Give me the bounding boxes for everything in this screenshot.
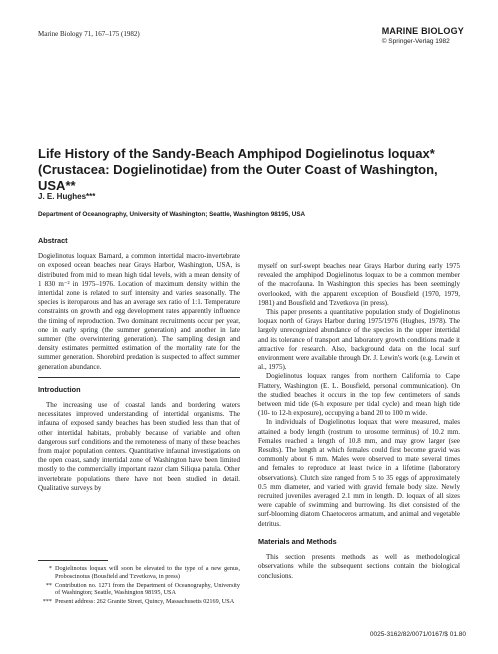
abstract-text: Dogielinotus loquax Barnard, a common intertidal macro-invertebrate on exposed ocean beaches near Grays Harbor, Washington, USA, is distributed from mid to mean high tidal levels, with a mean density of 1 830 m⁻² in 1975–1976. Location of maximum density within the intertidal zone is related to surf intensity and varies seasonally. The species is iteroparous and has an average sex ratio of 1:1. Temperature constraints on growth and egg development rates apparently influence the timing of reproduction. Two dominant recruitments occur per year, one in early spring (the summer generation) and another in late summer (the overwintering generation). The sampling design and density estimates permitted estimation of the mortality rate for the summer generation. Shorebird predation is suspected to affect summer generation abundance. [38, 252, 240, 371]
introduction-text: The increasing use of coastal lands and bordering waters necessitates improved understanding of intertidal organisms. The infauna of exposed sandy beaches has been studied less than that of other intertidal habitats, probably because of variable and often dangerous surf conditions and the remoteness of many of these beaches from major population centers. Quantitative infaunal investigations on the open coast, sandy intertidal zone of Washington have been limited mostly to the commercially important razor clam Siliqua patula. Other invertebrate populations there have not been studied in detail. Qualitative surveys by [38, 401, 240, 492]
copyright-notice: © Springer-Verlag 1982 [381, 38, 450, 45]
footnote-rule [38, 560, 108, 561]
article-title: Life History of the Sandy-Beach Amphipod Dogielinotus loquax* (Crustacea: Dogielinotidae) from the Outer Coast of Washington, USA** [38, 146, 438, 193]
left-column [38, 236, 240, 493]
author-affiliation: Department of Oceanography, University of Washington; Seattle, Washington 98195, USA [38, 211, 306, 218]
footnote-text: Contribution no. 1271 from the Department of Oceanography, University of Washington; Seattle, Washington 98195, USA [55, 581, 240, 597]
paragraph: In individuals of Dogielinotus loquax that were measured, males attained a body length (rostrum to urosome terminus) of 10.2 mm. Females reached a length of 10.8 mm, and may grow larger (see Results). The length at which females could first become gravid was commonly about 6 mm. Males were observed to mate several times and females to reproduce at least twice in a lifetime (laboratory observations). Clutch size ranged from 5 to 35 eggs of approximately 0.5 mm diameter, and varied with gravid female body size. Newly recruited juveniles averaged 2.1 mm in length. D. loquax of all sizes were capable of swimming and burrowing. Its diet consisted of the surf-blooming diatom Chaetoceros armatum, and animal and vegetable detritus. [258, 418, 460, 528]
paragraph: myself on surf-swept beaches near Grays Harbor during early 1975 revealed the amphipod Dogielinotus loquax to be a common member of the macrofauna. In Washington this species has been seemingly overlooked, with the apparent exception of Bousfield (1970, 1979, 1981) and Bousfield and Tzvetkova (in press). [258, 262, 460, 307]
methods-heading: Materials and Methods [258, 536, 337, 546]
footnote-text: Dogielinotus loquax will soon be elevated to the type of a new genus, Proboscinotus (Bousfield and Tzvetkova, in press) [55, 565, 240, 580]
paragraph: This paper presents a quantitative population study of Dogielinotus loquax north of Grays Harbor during 1975/1976 (Hughes, 1978). The largely unrecognized abundance of the species in the upper intertidal and its tolerance of transport and laboratory growth conditions made it attractive for research. Also, background data on the local surf environment were available through Dr. J. Lewin's work (e.g. Lewin et al., 1975). [258, 308, 460, 372]
journal-title: MARINE BIOLOGY [381, 26, 464, 36]
footnote-mark: *** [42, 598, 52, 606]
journal-reference: Marine Biology 71, 167–175 (1982) [38, 30, 140, 38]
author-name: J. E. Hughes*** [38, 192, 96, 201]
section-divider [38, 377, 240, 378]
footnote [38, 582, 240, 598]
footnote [38, 565, 240, 581]
article-code: 0025-3162/82/0071/0167/$ 01.80 [369, 631, 466, 638]
paragraph: Dogielinotus loquax ranges from northern California to Cape Flattery, Washington (E. L. Bousfield, personal communication). On the studied beaches it occurs in the top few centimeters of sands between mid tide (6-h exposure per tidal cycle) and mean high tide (10- to 12-h exposure), occupying a band 20 to 100 m wide. [258, 372, 460, 418]
footnotes [38, 560, 240, 607]
right-column [258, 262, 460, 581]
abstract-heading: Abstract [38, 236, 68, 245]
journal-brand [382, 26, 464, 45]
footnote [38, 598, 240, 606]
footnote-mark: ** [45, 581, 52, 589]
introduction-heading: Introduction [38, 384, 81, 394]
footnote-mark: * [48, 565, 52, 572]
paragraph: This section presents methods as well as methodological observations while the subsequent sections contain the biological conclusions. [258, 553, 460, 580]
footnote-text: Present address: 262 Granite Street, Quincy, Massachusetts 02169, USA [55, 598, 235, 606]
